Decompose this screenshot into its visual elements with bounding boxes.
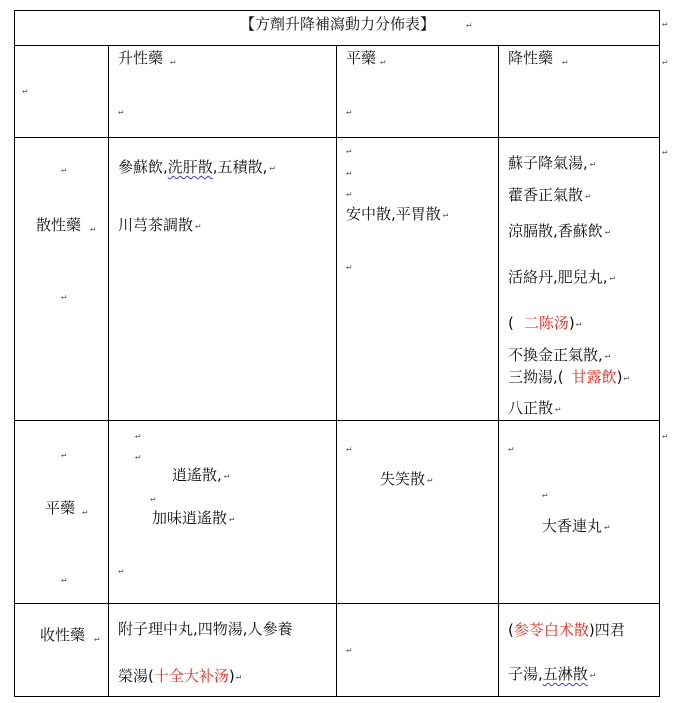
san-jiang-l4 bbox=[508, 268, 615, 286]
paragraph-mark: ↵ bbox=[118, 107, 124, 117]
paragraph-mark: ↵ bbox=[223, 471, 230, 481]
paragraph-mark: ↵ bbox=[589, 159, 596, 169]
paragraph-mark: ↵ bbox=[585, 191, 591, 201]
ping-jiang-text bbox=[542, 517, 609, 535]
ping-sheng-l1 bbox=[172, 466, 229, 484]
table-border-left bbox=[14, 10, 15, 697]
paragraph-mark: ↵ bbox=[90, 224, 96, 234]
formula-text: 涼膈散,香蘇飲 bbox=[508, 222, 603, 240]
paragraph-mark: ↵ bbox=[61, 165, 67, 175]
formula-text: ,五積散, bbox=[212, 158, 268, 176]
san-ping-text bbox=[346, 205, 448, 223]
shou-sheng-l2 bbox=[118, 667, 241, 685]
paragraph-mark: ↵ bbox=[135, 452, 141, 462]
paragraph-mark: ↵ bbox=[229, 514, 235, 524]
paragraph-mark: ↵ bbox=[61, 575, 67, 585]
formula-highlight-text: 参苓白术散 bbox=[513, 621, 589, 639]
san-jiang-l5 bbox=[508, 314, 581, 332]
paragraph-mark: ↵ bbox=[346, 444, 352, 454]
paragraph-mark: ↵ bbox=[604, 522, 610, 532]
row-divider-header bbox=[14, 137, 660, 138]
paragraph-mark: ↵ bbox=[346, 168, 352, 178]
san-jiang-l1 bbox=[508, 154, 595, 172]
header-jiang: 降性藥 bbox=[508, 49, 554, 67]
formula-spellcheck-text: 五淋散 bbox=[542, 665, 588, 683]
formula-text: ) bbox=[616, 368, 623, 386]
paragraph-mark: ↵ bbox=[82, 507, 88, 517]
paragraph-mark: ↵ bbox=[380, 57, 386, 67]
paragraph-mark: ↵ bbox=[22, 86, 28, 96]
san-sheng-line1 bbox=[118, 158, 275, 176]
paragraph-mark: ↵ bbox=[623, 373, 629, 383]
paragraph-mark: ↵ bbox=[604, 227, 611, 237]
formula-text: 川芎茶調散 bbox=[118, 216, 194, 234]
formula-text: 蘇子降氣湯, bbox=[508, 154, 588, 172]
paragraph-mark: ↵ bbox=[150, 494, 156, 504]
header-ping: 平藥 bbox=[346, 49, 377, 67]
formula-text: 三拗湯,( bbox=[508, 368, 564, 386]
paragraph-mark: ↵ bbox=[427, 475, 433, 485]
paragraph-mark: ↵ bbox=[589, 670, 596, 680]
formula-text: 安中散,平胃散 bbox=[346, 205, 441, 223]
paragraph-mark: ↵ bbox=[508, 444, 514, 454]
formula-text: 參蘇飲, bbox=[118, 158, 168, 176]
formula-spellcheck-text: 洗肝散 bbox=[167, 158, 213, 176]
formula-text: 加味逍遙散 bbox=[152, 509, 228, 527]
table-border-right bbox=[659, 10, 660, 697]
san-sheng-line2 bbox=[118, 216, 200, 234]
table-border-bottom bbox=[14, 696, 660, 697]
paragraph-mark: ↵ bbox=[662, 431, 668, 441]
paragraph-mark: ↵ bbox=[575, 319, 582, 329]
formula-text: 不換金正氣散, bbox=[508, 346, 603, 364]
paragraph-mark: ↵ bbox=[466, 20, 472, 30]
row-label-ping: 平藥 bbox=[45, 499, 76, 517]
paragraph-mark: ↵ bbox=[346, 189, 352, 199]
paragraph-mark: ↵ bbox=[346, 107, 352, 117]
header-sheng: 升性藥 bbox=[118, 49, 164, 67]
col-divider-3 bbox=[498, 45, 499, 697]
formula-text: 大香連丸 bbox=[542, 517, 603, 535]
paragraph-mark: ↵ bbox=[235, 672, 242, 682]
paragraph-mark: ↵ bbox=[170, 57, 176, 67]
ping-sheng-l2 bbox=[152, 509, 234, 527]
paragraph-mark: ↵ bbox=[662, 57, 668, 67]
ping-ping-text bbox=[380, 470, 432, 488]
paragraph-mark: ↵ bbox=[269, 163, 275, 173]
paragraph-mark: ↵ bbox=[135, 431, 141, 441]
table-title: 【方劑升降補瀉動力分佈表】 bbox=[240, 15, 436, 33]
row-label-san: 散性藥 bbox=[36, 216, 82, 234]
paragraph-mark: ↵ bbox=[118, 566, 124, 576]
formula-text: ) bbox=[568, 314, 575, 332]
paragraph-mark: ↵ bbox=[61, 450, 67, 460]
paragraph-mark: ↵ bbox=[442, 210, 449, 220]
formula-text: 失笑散 bbox=[380, 470, 426, 488]
shou-sheng-l1: 附子理中丸,四物湯,人參養 bbox=[118, 620, 293, 638]
formula-highlight-text: 十全大补汤 bbox=[153, 667, 229, 685]
san-jiang-l2 bbox=[508, 186, 590, 204]
paragraph-mark: ↵ bbox=[542, 490, 548, 500]
row-divider-title bbox=[14, 45, 660, 46]
paragraph-mark: ↵ bbox=[346, 146, 352, 156]
san-jiang-l6 bbox=[508, 346, 610, 364]
formula-text: ( bbox=[508, 621, 514, 639]
paragraph-mark: ↵ bbox=[61, 292, 67, 302]
san-jiang-l3 bbox=[508, 222, 610, 240]
formula-text: 八正散 bbox=[508, 399, 554, 417]
paragraph-mark: ↵ bbox=[94, 634, 100, 644]
formula-text: 活絡丹,肥兒丸, bbox=[508, 268, 608, 286]
formula-highlight-text: 二陈汤 bbox=[523, 314, 569, 332]
col-divider-2 bbox=[336, 45, 337, 697]
row-divider-san bbox=[14, 420, 660, 421]
formula-text: )四君 bbox=[588, 621, 625, 639]
formula-text: 逍遙散, bbox=[172, 466, 222, 484]
table-border-top bbox=[14, 10, 660, 11]
paragraph-mark: ↵ bbox=[609, 273, 615, 283]
shou-jiang-l2 bbox=[508, 665, 595, 683]
row-divider-ping bbox=[14, 603, 660, 604]
san-jiang-l7 bbox=[508, 368, 629, 386]
formula-highlight-text: 甘露飲 bbox=[571, 368, 617, 386]
paragraph-mark: ↵ bbox=[346, 262, 352, 272]
formula-text: 子湯, bbox=[508, 665, 543, 683]
formula-text: 藿香正氣散 bbox=[508, 186, 584, 204]
paragraph-mark: ↵ bbox=[562, 57, 568, 67]
paragraph-mark: ↵ bbox=[195, 221, 201, 231]
shou-jiang-l1 bbox=[508, 621, 625, 639]
formula-text: ( bbox=[508, 314, 514, 332]
col-divider-1 bbox=[108, 45, 109, 697]
row-label-shou: 收性藥 bbox=[40, 626, 86, 644]
paragraph-mark: ↵ bbox=[346, 645, 352, 655]
paragraph-mark: ↵ bbox=[604, 351, 611, 361]
san-jiang-l8 bbox=[508, 399, 560, 417]
paragraph-mark: ↵ bbox=[555, 404, 561, 414]
paragraph-mark: ↵ bbox=[662, 19, 668, 29]
formula-text: ) bbox=[228, 667, 235, 685]
paragraph-mark: ↵ bbox=[662, 147, 668, 157]
formula-text: 榮湯( bbox=[118, 667, 154, 685]
